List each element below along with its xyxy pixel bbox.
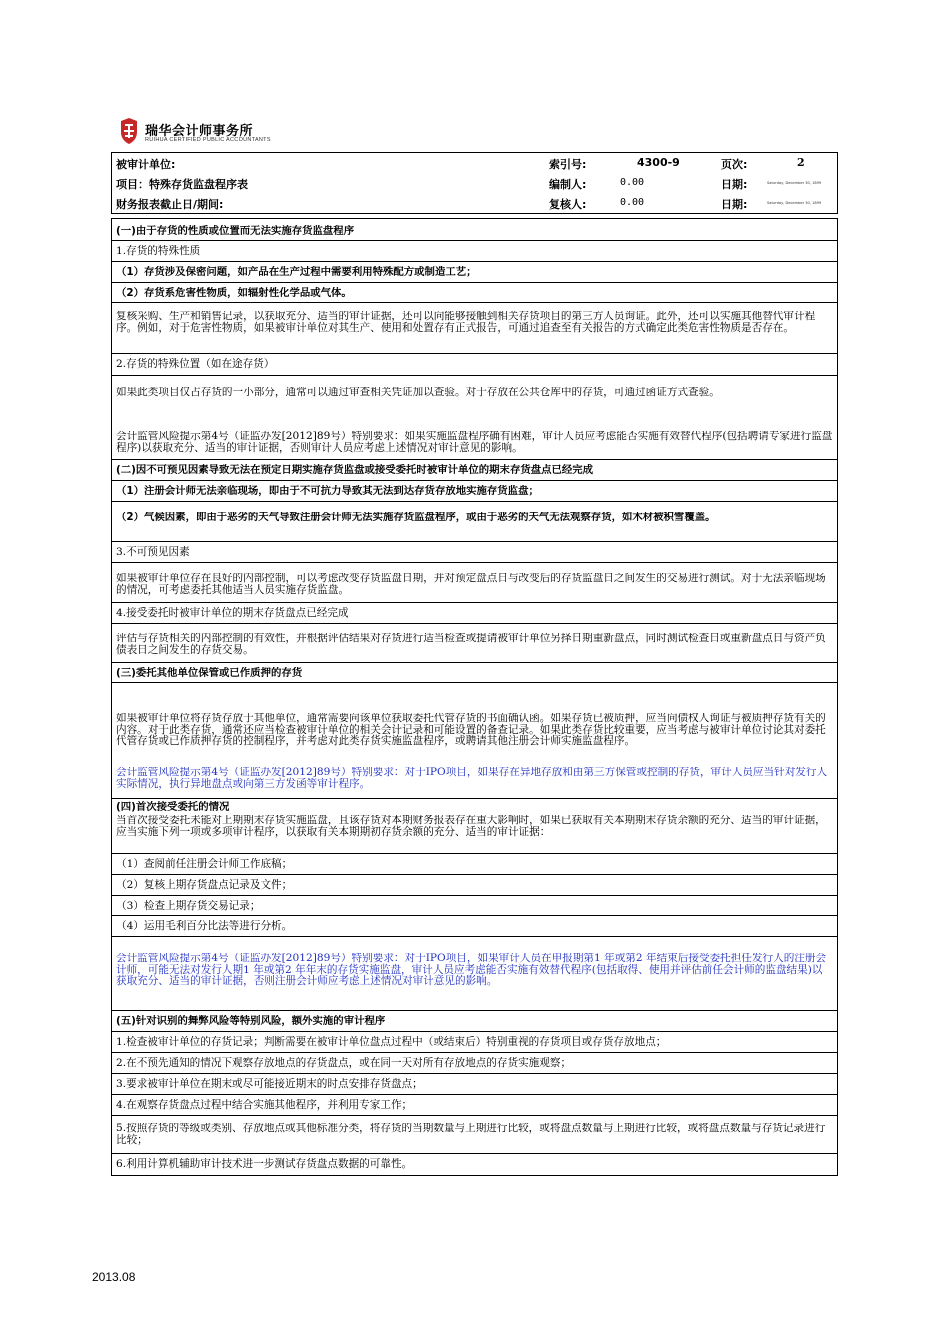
row-divider [112,1115,837,1116]
row-divider [112,240,837,241]
section-1-text-2: 如果此类项目仅占存货的一小部分，通常可以通过审查相关凭证加以查验。对于存放在公共仓库中的存货，可通过函证方式查验。 [116,387,720,398]
section-5-item-1: 1.检查被审计单位的存货记录；判断需要在被审计单位盘点过程中（或结束后）特别重视的存货项目或存货存放地点； [116,1036,667,1048]
row-divider [112,874,837,875]
row-divider [112,261,837,262]
section-1-sub-2: 2.存货的特殊位置（如在途存货） [116,358,275,370]
reviewer-label: 复核人: [549,198,587,211]
footer-version: 2013.08 [92,1270,136,1284]
section-2-sub-4: 4.接受委托时被审计单位的期末存货盘点已经完成 [116,607,349,619]
date-label: 日期: [721,178,748,191]
section-4-text: 当首次接受委托未能对上期期末存货实施监盘，且该存货对本期财务报表存在重大影响时，如果已获取有关本期期末存货余额的充分、适当的审计证据，应当实施下列一项或多项审计程序，以获取有关本期期初存货余额的充分、适当的审计证据： [116,815,826,838]
section-2-heading: (二)因不可预见因素导致无法在预定日期实施存货监盘或接受委托时被审计单位的期末存货盘点已经完成 [116,464,594,476]
section-3-heading: (三)委托其他单位保管或已作质押的存货 [116,667,303,679]
section-3-regulatory-note: 会计监管风险提示第4号（证监办发[2012]89号）特别要求：对于IPO项目，如果存在异地存放和由第三方保管或控制的存货，审计人员应当针对发行人实际情况，执行异地盘点或向第三方发函等审计程序。 [116,767,828,790]
period-label: 财务报表截止日/期间: [116,198,224,211]
section-5-item-5: 5.按照存货的等级或类别、存放地点或其他标准分类，将存货的当期数量与上期进行比较，或将盘点数量与上期进行比较，或将盘点数量与存货记录进行比较； [116,1123,826,1146]
index-value: 4300-9 [637,156,680,169]
firm-logo-mark-icon [119,118,139,144]
row-divider [112,936,837,937]
section-4-regulatory-note: 会计监管风险提示第4号（证监办发[2012]89号）特别要求：对于IPO项目，如果审计人员在申报期第1 年或第2 年结束后接受委托担任发行人的注册会计师，可能无法对发行人期1 年或第2 年年末的存货实施监盘，审计人员应考虑能否实施有效替代程序(包括取得、使用并评估前任会计师的监盘结果)以获取充分、适当的审计证据，否则注册会计师应考虑上述情况对审计意见的影响。 [116,953,827,987]
firm-name-cn: 瑞华会计师事务所 [145,124,254,139]
section-1-heading: (一)由于存货的性质或位置而无法实施存货监盘程序 [116,225,355,237]
section-5-item-2: 2.在不预先通知的情况下观察存放地点的存货盘点，或在同一天对所有存放地点的存货实施观察； [116,1057,572,1069]
page-label: 页次: [721,158,748,171]
row-divider [112,480,837,481]
section-2-text-4: 评估与存货相关的内部控制的有效性，并根据评估结果对存货进行适当检查或提请被审计单位另择日期重新盘点，同时测试检查日或重新盘点日与资产负债表日之间发生的存货交易。 [116,633,826,656]
row-divider [112,623,837,624]
section-4-item-2: （2）复核上期存货盘点记录及文件； [116,879,293,891]
section-5-item-6: 6.利用计算机辅助审计技术进一步测试存货盘点数据的可靠性。 [116,1158,413,1170]
date2-label: 日期: [721,198,748,211]
row-divider [112,1052,837,1053]
row-divider [112,602,837,603]
row-divider [112,1031,837,1032]
section-2-sub-3: 3.不可预见因素 [116,546,190,558]
firm-name-en: RUIHUA CERTIFIED PUBLIC ACCOUNTANTS [145,137,271,143]
reviewer-value: 0.00 [620,197,645,208]
section-1-regulatory-note: 会计监管风险提示第4号（证监办发[2012]89号）特别要求：如果实施监盘程序确有困难，审计人员应考虑能否实施有效替代程序(包括聘请专家进行监盘程序)以获取充分、适当的审计证据，否则审计人员应考虑上述情况对审计意见的影响。 [116,431,833,454]
page-value: 2 [797,156,805,169]
project-label: 项目：特殊存货监盘程序表 [116,178,248,191]
row-divider [112,853,837,854]
row-divider [112,501,837,502]
row-divider [112,662,837,663]
row-divider [112,895,837,896]
section-4-heading: (四)首次接受委托的情况 [116,801,230,813]
section-2-item-2: （2）气候因素，即由于恶劣的天气导致注册会计师无法实施存货监盘程序，或由于恶劣的天气无法观察存货，如木材被积雪覆盖。 [116,512,716,523]
section-4-item-4: （4）运用毛利百分比法等进行分析。 [116,920,293,932]
auditee-label: 被审计单位: [116,158,176,171]
row-divider [112,915,837,916]
section-1-text-1: 复核采购、生产和销售记录，以获取充分、适当的审计证据，还可以向能够接触到相关存货项目的第三方人员询证。此外，还可以实施其他替代审计程序。例如，对于危害性物质，如果被审计单位对其生产、使用和处置存有正式报告，可通过追查至有关报告的方式确定此类危害性物质是否存在。 [116,311,816,334]
row-divider [112,459,837,460]
procedure-table [111,218,838,1176]
section-2-item-1: （1）注册会计师无法亲临现场，即由于不可抗力导致其无法到达存货存放地实施存货监盘； [116,485,539,497]
row-divider [112,1094,837,1095]
section-5-item-3: 3.要求被审计单位在期末或尽可能接近期末的时点安排存货盘点； [116,1078,423,1090]
section-5-heading: (五)针对识别的舞弊风险等特别风险，额外实施的审计程序 [116,1015,386,1027]
row-divider [112,562,837,563]
row-divider [112,1073,837,1074]
date-value: Saturday, December 30, 1899 [767,181,822,185]
row-divider [112,302,837,303]
index-label: 索引号: [549,158,587,171]
section-4-item-3: （3）检查上期存货交易记录； [116,900,261,912]
preparer-label: 编制人: [549,178,587,191]
section-5-item-4: 4.在观察存货盘点过程中结合实施其他程序，并利用专家工作； [116,1099,413,1111]
section-1-item-1: （1）存货涉及保密问题，如产品在生产过程中需要利用特殊配方或制造工艺； [116,266,477,278]
row-divider [112,541,837,542]
section-2-text-3: 如果被审计单位存在良好的内部控制，可以考虑改变存货监盘日期，并对预定盘点日与改变后的存货监盘日之间发生的交易进行测试。对于无法亲临现场的情况，可考虑委托其他适当人员实施存货监盘。 [116,573,826,596]
date2-value: Saturday, December 30, 1899 [767,201,822,205]
row-divider [112,682,837,683]
row-divider [112,1010,837,1011]
row-divider [112,282,837,283]
workpaper-header [111,152,838,214]
row-divider [112,375,837,376]
section-1-item-2: （2）存货系危害性物质，如辐射性化学品或气体。 [116,287,352,299]
section-1-sub-1: 1.存货的特殊性质 [116,245,201,257]
row-divider [112,1153,837,1154]
preparer-value: 0.00 [620,177,645,188]
row-divider [112,353,837,354]
row-divider [112,798,837,799]
section-4-item-1: （1）查阅前任注册会计师工作底稿； [116,858,293,870]
section-3-text: 如果被审计单位将存货存放于其他单位，通常需要向该单位获取委托代管存货的书面确认函。如果存货已被质押，应当向债权人询证与被质押存货有关的内容。对于此类存货，通常还应当检查被审计单位的相关会计记录和可能设置的备查记录。如果此类存货比较重要，应当考虑与被审计单位讨论其对委托代管存货或已作质押存货的控制程序，并考虑对此类存货实施监盘程序，或聘请其他注册会计师实施监盘程序。 [116,713,826,747]
